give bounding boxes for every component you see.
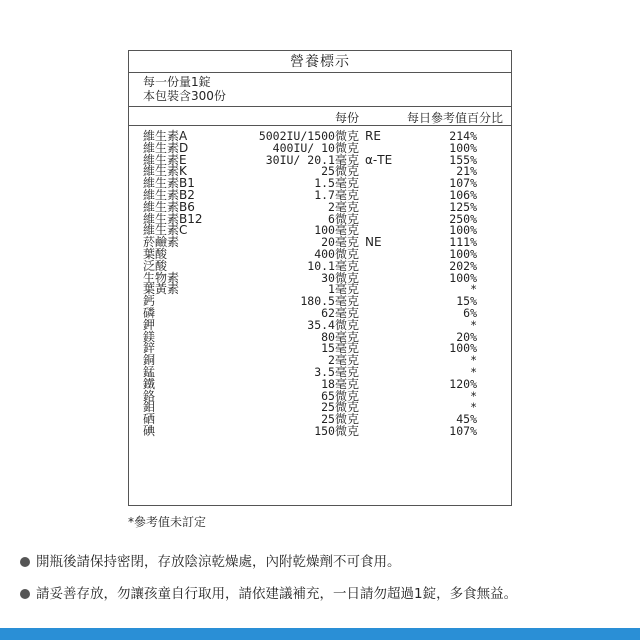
daily-value-percent: 120%: [449, 376, 477, 391]
amount-unit: 微克: [334, 400, 359, 415]
amount-value: 65: [321, 388, 335, 403]
amount-value: 180.5: [300, 294, 335, 309]
nutrient-row: [129, 388, 511, 403]
daily-value-percent: 100%: [449, 223, 477, 238]
amount-value: 25: [321, 400, 335, 415]
amount-unit: 毫克: [334, 305, 359, 320]
nutrient-name: 鐵: [143, 376, 156, 391]
amount-value: 10.1: [307, 258, 335, 273]
amount-unit: 微克: [334, 246, 359, 261]
amount-unit: 毫克: [334, 376, 359, 391]
amount-unit: 微克: [334, 317, 359, 332]
amount-unit: 毫克: [334, 282, 359, 297]
note-text: 請妥善存放，勿讓孩童自行取用，請依建議補充，一日請勿超過1錠，多食無益。: [36, 586, 518, 602]
nutrient-name: 碘: [143, 423, 156, 438]
amount-unit: 微克: [334, 164, 359, 179]
nutrient-name: 維生素C: [143, 223, 188, 238]
nutrient-name: 鈣: [143, 294, 156, 309]
amount-unit: 毫克: [334, 235, 359, 250]
nutrient-name: 維生素D: [143, 140, 189, 155]
daily-value-percent: 45%: [456, 412, 477, 427]
amount-unit: 毫克: [334, 199, 359, 214]
daily-value-percent: 107%: [449, 176, 477, 191]
daily-value-percent: *: [470, 364, 477, 379]
daily-value-percent: 250%: [449, 211, 477, 226]
nutrient-name: 維生素K: [143, 164, 187, 179]
amount-unit: 微克: [334, 270, 359, 285]
nutrient-name: 磷: [143, 305, 156, 320]
nutrient-name: 鉻: [143, 388, 156, 403]
nutrient-name: 鋅: [143, 341, 156, 356]
amount-value: 80: [321, 329, 335, 344]
nutrient-list: [129, 126, 511, 438]
amount-unit: 微克: [334, 129, 359, 143]
daily-value-percent: 20%: [456, 329, 477, 344]
nutrient-row: [129, 376, 511, 391]
amount-unit: 毫克: [334, 176, 359, 191]
nutrient-row: [129, 423, 511, 438]
daily-value-percent: 125%: [449, 199, 477, 214]
serving-size: 每一份量1錠: [143, 75, 211, 89]
nutrition-facts-panel: [128, 50, 512, 506]
nutrient-row: [129, 402, 511, 414]
amount-unit: 毫克: [334, 353, 359, 368]
daily-value-percent: 100%: [449, 341, 477, 356]
daily-value-percent: 100%: [449, 270, 477, 285]
nutrient-name: 硒: [143, 412, 156, 427]
daily-value-percent: *: [470, 353, 477, 368]
column-header-per-serving: 每份: [334, 111, 359, 125]
amount-value: 1: [328, 282, 335, 297]
amount-value: 62: [321, 305, 335, 320]
amount-value: 15: [321, 341, 335, 356]
amount-value: 150: [314, 423, 335, 438]
nutrition-title: 營養標示: [129, 51, 511, 73]
amount-unit: 毫克: [334, 364, 359, 379]
amount-value: 30IU/ 20.1: [265, 152, 335, 167]
daily-value-percent: *: [470, 317, 477, 332]
amount-unit: 毫克: [334, 329, 359, 344]
amount-unit: 微克: [334, 140, 359, 155]
unit-suffix: RE: [365, 129, 381, 143]
amount-unit: 毫克: [334, 223, 359, 238]
daily-value-percent: 100%: [449, 246, 477, 261]
nutrient-name: 泛酸: [143, 258, 168, 273]
column-header-row: [129, 107, 511, 126]
nutrient-row: [129, 343, 511, 355]
daily-value-percent: 15%: [456, 294, 477, 309]
amount-unit: 毫克: [334, 187, 359, 202]
nutrient-name: 鉬: [143, 400, 156, 415]
amount-value: 2: [328, 353, 335, 368]
bullet-icon: [20, 589, 30, 599]
amount-value: 400IU/ 10: [272, 140, 335, 155]
daily-value-percent: *: [470, 388, 477, 403]
daily-value-percent: 107%: [449, 423, 477, 438]
column-header-daily-value: 每日參考值百分比: [406, 111, 503, 125]
amount-unit: 微克: [334, 423, 359, 438]
amount-unit: 毫克: [334, 294, 359, 309]
nutrient-name: 葉黃素: [143, 282, 180, 297]
daily-value-percent: 202%: [449, 258, 477, 273]
nutrient-name: 維生素A: [143, 129, 188, 143]
nutrient-name: 維生素B12: [143, 211, 203, 226]
daily-value-percent: 21%: [456, 164, 477, 179]
amount-value: 5002IU/1500: [258, 129, 335, 143]
amount-unit: 毫克: [334, 258, 359, 273]
amount-unit: 毫克: [334, 341, 359, 356]
amount-value: 400: [314, 246, 335, 261]
bullet-icon: [20, 557, 30, 567]
note-item: [20, 580, 630, 612]
amount-value: 18: [321, 376, 335, 391]
amount-value: 3.5: [314, 364, 335, 379]
daily-value-percent: 214%: [449, 129, 477, 143]
nutrient-name: 葉酸: [143, 246, 168, 261]
footnote: *參考值未訂定: [128, 515, 207, 529]
amount-value: 1.5: [314, 176, 335, 191]
note-item: [20, 548, 630, 580]
nutrient-name: 維生素B2: [143, 187, 195, 202]
daily-value-percent: 106%: [449, 187, 477, 202]
note-text: 開瓶後請保持密閉，存放陰涼乾燥處，內附乾燥劑不可食用。: [36, 554, 401, 570]
nutrient-name: 維生素E: [143, 152, 187, 167]
daily-value-percent: *: [470, 400, 477, 415]
nutrient-amount: [314, 423, 359, 438]
bottom-accent-bar: [0, 628, 640, 640]
daily-value-percent: 155%: [449, 152, 477, 167]
nutrient-name: 銅: [143, 353, 156, 368]
amount-value: 25: [321, 412, 335, 427]
nutrient-row: [129, 270, 511, 285]
amount-unit: 微克: [334, 412, 359, 427]
unit-suffix: α-TE: [365, 152, 393, 167]
nutrient-name: 維生素B1: [143, 176, 195, 191]
nutrient-row: [129, 317, 511, 332]
daily-value-percent: 100%: [449, 140, 477, 155]
amount-unit: 毫克: [334, 152, 359, 167]
nutrient-name: 維生素B6: [143, 199, 195, 214]
servings-per-package: 本包裝含300份: [143, 89, 226, 103]
nutrient-name: 錳: [143, 364, 156, 379]
daily-value-percent: *: [470, 282, 477, 297]
nutrient-row: [129, 296, 511, 308]
amount-value: 20: [321, 235, 335, 250]
daily-value-percent: 6%: [463, 305, 477, 320]
nutrient-name: 鎂: [143, 329, 156, 344]
notes-list: [20, 548, 630, 612]
serving-info: [129, 73, 511, 107]
unit-suffix: NE: [365, 235, 382, 250]
nutrient-name: 生物素: [143, 270, 180, 285]
amount-unit: 微克: [334, 388, 359, 403]
nutrient-name: 菸鹼素: [143, 235, 180, 250]
amount-value: 25: [321, 164, 335, 179]
amount-value: 30: [321, 270, 335, 285]
amount-unit: 微克: [334, 211, 359, 226]
amount-value: 1.7: [314, 187, 335, 202]
amount-value: 2: [328, 199, 335, 214]
amount-value: 6: [328, 211, 335, 226]
amount-value: 100: [314, 223, 335, 238]
daily-value-percent: 111%: [449, 235, 477, 250]
nutrient-name: 鉀: [143, 317, 156, 332]
amount-value: 35.4: [307, 317, 335, 332]
